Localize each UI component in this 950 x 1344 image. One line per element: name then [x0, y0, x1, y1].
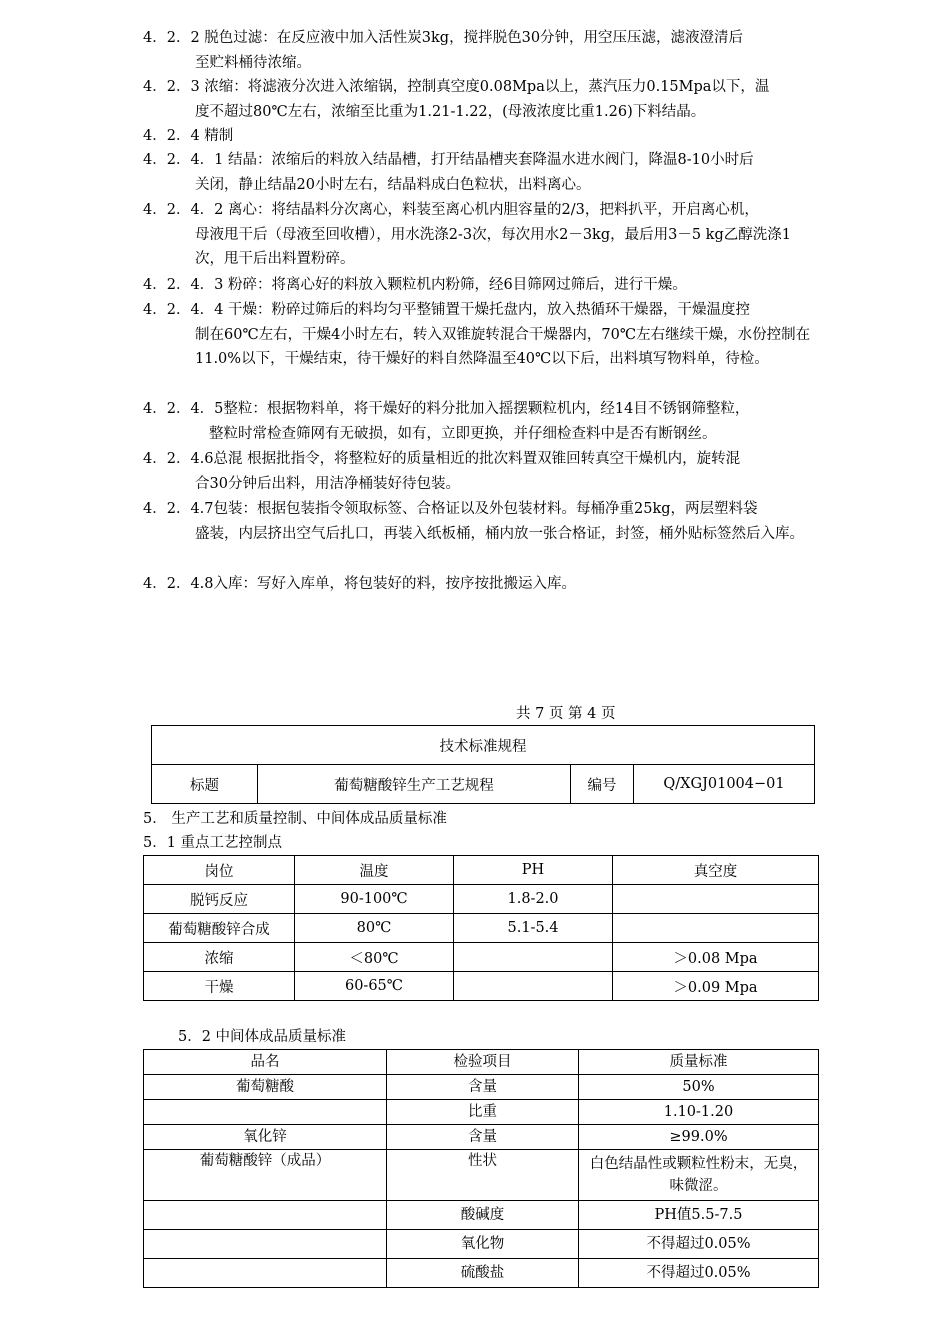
para-continuation: 度不超过80℃左右，浓缩至比重为1.21-1.22，(母液浓度比重1.26)下料结晶。 [195, 103, 706, 120]
table-cell: 比重 [387, 1100, 579, 1125]
para-text: 离心：将结晶料分次离心，料装至离心机内胆容量的2/3，把料扒平，开启离心机， [223, 202, 759, 218]
paragraph-4-2-4-6 [143, 447, 811, 496]
table-cell: 50% [579, 1075, 819, 1100]
paragraph-4-2-2 [143, 26, 811, 75]
table-header-cell: 真空度 [613, 856, 819, 885]
paragraph-4-2-4-1 [143, 148, 811, 197]
table-cell: 硫酸盐 [387, 1259, 579, 1288]
para-continuation: 关闭，静止结晶20小时左右，结晶料成白色粒状，出料离心。 [195, 176, 591, 193]
table-cell: 白色结晶性或颗粒性粉末，无臭，味微涩。 [579, 1150, 819, 1201]
table-row [144, 972, 819, 1001]
table-header-row [144, 1050, 819, 1075]
para-text: 粉碎：将离心好的料放入颗粒机内粉筛，经6目筛网过筛后，进行干燥。 [223, 277, 687, 293]
table-cell [144, 1230, 387, 1259]
table-cell: 90-100℃ [295, 885, 454, 914]
table-cell: PH值5.5-7.5 [579, 1201, 819, 1230]
para-text: 浓缩：将滤液分次进入浓缩锅，控制真空度0.08Mpa以上，蒸汽压力0.15Mpa以下，温 [199, 79, 770, 95]
header-label-title: 标题 [152, 765, 258, 804]
table-cell [454, 943, 613, 972]
table-cell: 氧化物 [387, 1230, 579, 1259]
para-number: 4．2．3 [143, 79, 200, 95]
table-row [144, 1100, 819, 1125]
paragraph-4-2-4-5 [143, 397, 811, 446]
para-text: 总混 根据批指令，将整粒好的质量相近的批次料置双锥回转真空干燥机内，旋转混 [213, 451, 741, 467]
para-number: 4．2．4．5 [143, 401, 224, 417]
table-cell: 性状 [387, 1150, 579, 1201]
table-cell: 1.8-2.0 [454, 885, 613, 914]
para-text: 整粒：根据物料单，将干燥好的料分批加入摇摆颗粒机内，经14目不锈钢筛整粒， [223, 401, 750, 417]
table-cell: 葡萄糖酸 [144, 1075, 387, 1100]
table-cell: 葡萄糖酸锌合成 [144, 914, 295, 943]
table-cell: 80℃ [295, 914, 454, 943]
table-row [144, 914, 819, 943]
para-continuation: 合30分钟后出料，用洁净桶装好待包装。 [195, 475, 460, 492]
para-text: 入库：写好入库单，将包装好的料，按序按批搬运入库。 [213, 576, 577, 592]
table-cell: 氧化锌 [144, 1125, 387, 1150]
table-cell: ＞0.08 Mpa [613, 943, 819, 972]
table-cell: 不得超过0.05% [579, 1230, 819, 1259]
para-number: 4．2．4．4 [143, 302, 224, 318]
para-continuation: 盛装，内层挤出空气后扎口，再装入纸板桶，桶内放一张合格证，封签，桶外贴标签然后入库。 [195, 525, 804, 542]
para-continuation: 母液甩干后（母液至回收槽），用水洗涤2-3次，每次用水2－3kg，最后用3－5 kg乙醇洗涤1次，甩干后出料置粉碎。 [195, 226, 791, 267]
table-cell [144, 1201, 387, 1230]
table-row [144, 1201, 819, 1230]
process-control-table [143, 855, 819, 1001]
para-text: 脱色过滤：在反应液中加入活性炭3kg，搅拌脱色30分钟，用空压压滤，滤液澄清后 [199, 30, 744, 46]
table-cell: 脱钙反应 [144, 885, 295, 914]
table-cell: 60-65℃ [295, 972, 454, 1001]
paragraph-4-2-4-4 [143, 298, 811, 372]
table-row [144, 943, 819, 972]
para-text: 精制 [199, 128, 234, 144]
table-header-cell: 质量标准 [579, 1050, 819, 1075]
table-cell: ≥99.0% [579, 1125, 819, 1150]
section-5-2-heading: 5．2 中间体成品质量标准 [178, 1029, 347, 1045]
para-number: 4．2．4.7 [143, 501, 214, 517]
table-cell: ＞0.09 Mpa [613, 972, 819, 1001]
table-header-cell: PH [454, 856, 613, 885]
header-doc-code: Q/XGJ01004−01 [634, 765, 815, 804]
quality-standard-table [143, 1049, 819, 1288]
para-number: 4．2．4.6 [143, 451, 214, 467]
paragraph-4-2-4-3 [143, 273, 811, 298]
paragraph-4-2-4-8 [143, 572, 811, 597]
para-continuation: 至贮料桶待浓缩。 [195, 54, 311, 71]
table-cell [144, 1100, 387, 1125]
table-cell [454, 972, 613, 1001]
para-number: 4．2．4．1 [143, 152, 224, 168]
table-cell: 5.1-5.4 [454, 914, 613, 943]
section-5-1-heading: 5．1 重点工艺控制点 [143, 835, 283, 851]
table-cell: 葡萄糖酸锌（成品） [144, 1150, 387, 1201]
para-text: 结晶：浓缩后的料放入结晶槽，打开结晶槽夹套降温水进水阀门，降温8-10小时后 [223, 152, 754, 168]
para-continuation: 制在60℃左右，干燥4小时左右，转入双锥旋转混合干燥器内，70℃左右继续干燥，水份控制在11.0%以下，干燥结束，待干燥好的料自然降温至40℃以下后，出料填写物料单，待检。 [195, 326, 811, 367]
document-header-table [151, 725, 815, 804]
para-number: 4．2．4 [143, 128, 200, 144]
header-doc-title: 葡萄糖酸锌生产工艺规程 [258, 765, 571, 804]
header-title: 技术标准规程 [152, 726, 815, 765]
table-cell: 浓缩 [144, 943, 295, 972]
table-row [144, 885, 819, 914]
table-cell: 含量 [387, 1125, 579, 1150]
paragraph-4-2-4-7 [143, 497, 811, 546]
table-cell [613, 885, 819, 914]
paragraph-4-2-4-2 [143, 198, 811, 272]
table-cell: 含量 [387, 1075, 579, 1100]
table-cell: 不得超过0.05% [579, 1259, 819, 1288]
table-header-row [144, 856, 819, 885]
table-row [144, 1150, 819, 1201]
para-number: 4．2．4.8 [143, 576, 214, 592]
table-cell [613, 914, 819, 943]
table-row [144, 1259, 819, 1288]
table-cell: 1.10-1.20 [579, 1100, 819, 1125]
table-header-cell: 岗位 [144, 856, 295, 885]
para-text: 干燥：粉碎过筛后的料均匀平整铺置干燥托盘内，放入热循环干燥器，干燥温度控 [223, 302, 751, 318]
table-row [144, 1075, 819, 1100]
section-5-heading: 5． 生产工艺和质量控制、中间体成品质量标准 [143, 811, 447, 827]
table-cell: ＜80℃ [295, 943, 454, 972]
para-number: 4．2．2 [143, 30, 200, 46]
page-number: 共 7 页 第 4 页 [516, 706, 616, 722]
table-row [144, 1125, 819, 1150]
table-row [144, 1230, 819, 1259]
para-text: 包装：根据包装指令领取标签、合格证以及外包装材料。每桶净重25kg，两层塑料袋 [213, 501, 758, 517]
table-header-cell: 品名 [144, 1050, 387, 1075]
para-number: 4．2．4．2 [143, 202, 224, 218]
table-cell: 干燥 [144, 972, 295, 1001]
table-cell: 酸碱度 [387, 1201, 579, 1230]
table-header-cell: 温度 [295, 856, 454, 885]
table-cell [144, 1259, 387, 1288]
paragraph-4-2-3 [143, 75, 811, 124]
para-continuation: 整粒时常检查筛网有无破损，如有，立即更换，并仔细检查料中是否有断钢丝。 [209, 425, 717, 442]
table-header-cell: 检验项目 [387, 1050, 579, 1075]
paragraph-4-2-4 [143, 124, 811, 149]
header-label-code: 编号 [571, 765, 634, 804]
para-number: 4．2．4．3 [143, 277, 224, 293]
